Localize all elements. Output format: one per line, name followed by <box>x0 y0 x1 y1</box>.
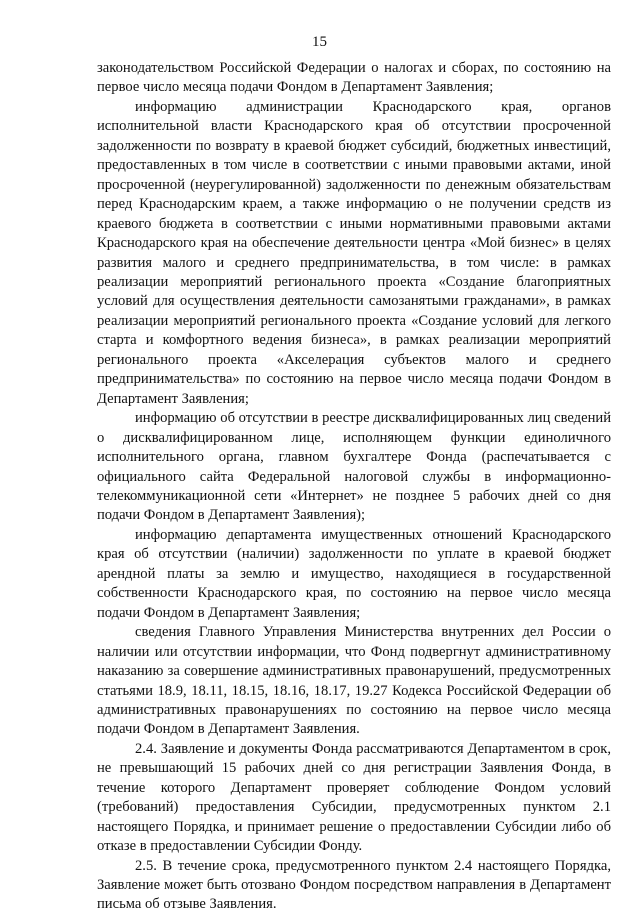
paragraph-internal-affairs: сведения Главного Управления Министерства внутренних дел России о наличии или отсутствии информации, что Фонд подвергнут административному наказанию за совершение административных правонарушений, предусмотренных статьями 18.9, 18.11, 18.15, 18.16, 18.17, 19.27 Кодекса Российской Федерации об административных правонарушениях по состоянию на первое число месяца подачи Фондом в Департамент Заявления. <box>97 624 611 738</box>
paragraph-clause-2-5: 2.5. В течение срока, предусмотренного пунктом 2.4 настоящего Порядка, Заявление может быть отозвано Фондом посредством направления в Департамент письма об отзыве Заявления. <box>97 857 611 913</box>
document-body <box>97 59 611 915</box>
paragraph-administration-info: информацию администрации Краснодарского края, органов исполнительной власти Краснодарского края об отсутствии просроченной задолженности по возврату в краевой бюджет субсидий, бюджетных инвестиций, предоставленных в том числе в соответствии с иными правовыми актами, иной просроченной (неурегулированной) задолженности по денежным обязательствам перед Краснодарским краем, а также информацию о не получении средств из краевого бюджета в соответствии с иными нормативными правовыми актами Краснодарского края на обеспечение деятельности центра «Мой бизнес» в целях развития малого и среднего предпринимательства, в том числе: в рамках реализации мероприятий регионального проекта «Создание благоприятных условий для осуществления деятельности самозанятыми гражданами», в рамках реализации мероприятий регионального проекта «Создание условий для легкого старта и комфортного ведения бизнеса», в рамках реализации мероприятий регионального проекта «Акселерация субъектов малого и среднего предпринимательства» по состоянию на первое число месяца подачи Фондом в Департамент Заявления; <box>97 98 611 407</box>
paragraph-disqualified-registry: информацию об отсутствии в реестре дисквалифицированных лиц сведений о дисквалифицированном лице, исполняющем функции единоличного исполнительного органа, главном бухгалтере Фонда (распечатывается с официального сайта Федеральной налоговой службы в информационно-телекоммуникационной сети «Интернет» не позднее 5 рабочих дней со дня подачи Фондом в Департамент Заявления); <box>97 410 611 524</box>
paragraph-clause-2-4: 2.4. Заявление и документы Фонда рассматриваются Департаментом в срок, не превышающий 15 рабочих дней со дня регистрации Заявления Фонда, в течение которого Департамент проверяет соблюдение Фондом условий (требований) предоставления Субсидии, предусмотренных пунктом 2.1 настоящего Порядка, и принимает решение о предоставлении Субсидии либо об отказе в предоставлении Субсидии Фонду. <box>97 740 611 855</box>
paragraph-tax-continuation: законодательством Российской Федерации о налогах и сборах, по состоянию на первое число месяца подачи Фондом в Департамент Заявления; <box>97 60 611 96</box>
paragraph-property-department: информацию департамента имущественных отношений Краснодарского края об отсутствии (наличии) задолженности по уплате в краевой бюджет арендной платы за землю и имущество, находящиеся в государственной собственности Краснодарского края, по состоянию на первое число месяца подачи Фондом в Департамент Заявления; <box>97 526 611 621</box>
page-number: 15 <box>312 34 327 50</box>
